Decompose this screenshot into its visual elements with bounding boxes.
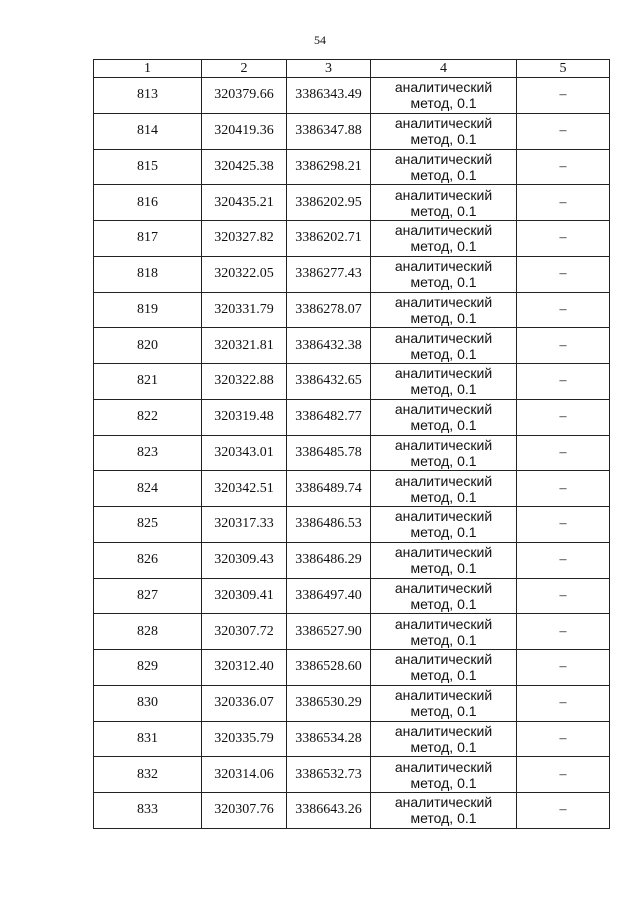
method-cell [371,578,517,614]
method-line-1: аналитический [394,508,493,525]
coordinates-table [93,59,610,829]
note-cell: – [517,793,610,829]
coord-y-cell: 3386482.77 [287,399,371,435]
coord-y-cell: 3386277.43 [287,256,371,292]
point-number-cell: 821 [94,364,202,400]
point-number-cell: 813 [94,78,202,114]
point-number-cell: 824 [94,471,202,507]
method-cell [371,650,517,686]
method-cell [371,507,517,543]
point-number-cell: 815 [94,149,202,185]
note-cell: – [517,435,610,471]
method-line-1: аналитический [394,401,493,418]
method-line-2: метод, 0.1 [410,131,477,148]
method-cell [371,78,517,114]
table-row [94,757,610,793]
coord-x-cell: 320321.81 [202,328,287,364]
point-number-cell: 819 [94,292,202,328]
method-cell [371,149,517,185]
coord-y-cell: 3386432.38 [287,328,371,364]
note-cell: – [517,471,610,507]
point-number-cell: 830 [94,685,202,721]
table-body [94,78,610,829]
note-cell: – [517,364,610,400]
point-number-cell: 825 [94,507,202,543]
coord-x-cell: 320343.01 [202,435,287,471]
point-number-cell: 833 [94,793,202,829]
table-row [94,292,610,328]
coord-y-cell: 3386534.28 [287,721,371,757]
coord-x-cell: 320309.43 [202,542,287,578]
method-cell [371,435,517,471]
table-row [94,256,610,292]
note-cell: – [517,328,610,364]
point-number-cell: 827 [94,578,202,614]
coord-y-cell: 3386298.21 [287,149,371,185]
method-cell [371,399,517,435]
method-cell [371,256,517,292]
coord-y-cell: 3386489.74 [287,471,371,507]
table-row [94,364,610,400]
note-cell: – [517,149,610,185]
method-line-2: метод, 0.1 [410,238,477,255]
coord-y-cell: 3386202.71 [287,221,371,257]
method-cell [371,542,517,578]
method-line-1: аналитический [394,150,493,167]
method-line-1: аналитический [394,436,493,453]
coord-y-cell: 3386532.73 [287,757,371,793]
method-line-2: метод, 0.1 [410,166,477,183]
method-line-2: метод, 0.1 [410,631,477,648]
page-number: 54 [314,33,326,47]
table-row [94,328,610,364]
coord-y-cell: 3386643.26 [287,793,371,829]
point-number-cell: 826 [94,542,202,578]
coord-x-cell: 320307.76 [202,793,287,829]
note-cell: – [517,256,610,292]
method-line-2: метод, 0.1 [410,595,477,612]
method-line-2: метод, 0.1 [410,560,477,577]
table-row [94,221,610,257]
method-line-2: метод, 0.1 [410,810,477,827]
header-row [94,60,610,78]
point-number-cell: 820 [94,328,202,364]
coord-x-cell: 320419.36 [202,113,287,149]
table-row [94,471,610,507]
table-row [94,78,610,114]
method-line-2: метод, 0.1 [410,95,477,112]
method-line-1: аналитический [394,579,493,596]
method-line-2: метод, 0.1 [410,703,477,720]
point-number-cell: 828 [94,614,202,650]
method-line-2: метод, 0.1 [410,202,477,219]
coord-x-cell: 320312.40 [202,650,287,686]
table-header [94,60,610,78]
table-row [94,721,610,757]
coord-y-cell: 3386278.07 [287,292,371,328]
coord-x-cell: 320379.66 [202,78,287,114]
table-row [94,614,610,650]
table-row [94,793,610,829]
header-col-1: 1 [94,60,202,78]
method-line-2: метод, 0.1 [410,738,477,755]
coord-x-cell: 320314.06 [202,757,287,793]
coord-x-cell: 320322.88 [202,364,287,400]
method-line-1: аналитический [394,115,493,132]
coord-y-cell: 3386343.49 [287,78,371,114]
point-number-cell: 822 [94,399,202,435]
point-number-cell: 814 [94,113,202,149]
method-line-2: метод, 0.1 [410,774,477,791]
note-cell: – [517,757,610,793]
point-number-cell: 831 [94,721,202,757]
method-line-1: аналитический [394,222,493,239]
method-line-2: метод, 0.1 [410,417,477,434]
method-line-1: аналитический [394,722,493,739]
method-line-1: аналитический [394,615,493,632]
coord-y-cell: 3386432.65 [287,364,371,400]
method-cell [371,757,517,793]
point-number-cell: 818 [94,256,202,292]
coord-y-cell: 3386485.78 [287,435,371,471]
method-line-2: метод, 0.1 [410,524,477,541]
point-number-cell: 829 [94,650,202,686]
coord-y-cell: 3386528.60 [287,650,371,686]
note-cell: – [517,507,610,543]
method-line-1: аналитический [394,365,493,382]
method-cell [371,185,517,221]
method-line-1: аналитический [394,651,493,668]
table-row [94,185,610,221]
method-line-1: аналитический [394,258,493,275]
table-row [94,435,610,471]
table-row [94,149,610,185]
method-cell [371,614,517,650]
header-col-4: 4 [371,60,517,78]
note-cell: – [517,399,610,435]
method-line-1: аналитический [394,186,493,203]
coord-y-cell: 3386202.95 [287,185,371,221]
coord-x-cell: 320435.21 [202,185,287,221]
table-row [94,685,610,721]
header-col-3: 3 [287,60,371,78]
method-line-1: аналитический [394,758,493,775]
method-line-2: метод, 0.1 [410,309,477,326]
method-cell [371,328,517,364]
method-line-1: аналитический [394,687,493,704]
note-cell: – [517,221,610,257]
method-cell [371,471,517,507]
coord-y-cell: 3386486.53 [287,507,371,543]
method-cell [371,721,517,757]
note-cell: – [517,185,610,221]
method-cell [371,364,517,400]
point-number-cell: 823 [94,435,202,471]
header-col-5: 5 [517,60,610,78]
coord-y-cell: 3386486.29 [287,542,371,578]
coord-x-cell: 320322.05 [202,256,287,292]
method-cell [371,113,517,149]
method-line-1: аналитический [394,794,493,811]
table-row [94,507,610,543]
method-cell [371,292,517,328]
point-number-cell: 816 [94,185,202,221]
method-line-1: аналитический [394,293,493,310]
table-row [94,578,610,614]
note-cell: – [517,614,610,650]
method-line-2: метод, 0.1 [410,488,477,505]
method-cell [371,685,517,721]
coord-x-cell: 320309.41 [202,578,287,614]
method-line-1: аналитический [394,472,493,489]
method-cell [371,793,517,829]
point-number-cell: 817 [94,221,202,257]
method-line-1: аналитический [394,79,493,96]
method-cell [371,221,517,257]
note-cell: – [517,685,610,721]
note-cell: – [517,292,610,328]
point-number-cell: 832 [94,757,202,793]
coord-x-cell: 320327.82 [202,221,287,257]
method-line-1: аналитический [394,329,493,346]
note-cell: – [517,113,610,149]
coord-x-cell: 320307.72 [202,614,287,650]
table-row [94,542,610,578]
coord-y-cell: 3386347.88 [287,113,371,149]
coord-y-cell: 3386497.40 [287,578,371,614]
coord-x-cell: 320319.48 [202,399,287,435]
note-cell: – [517,78,610,114]
coord-x-cell: 320335.79 [202,721,287,757]
coord-y-cell: 3386530.29 [287,685,371,721]
method-line-2: метод, 0.1 [410,345,477,362]
header-col-2: 2 [202,60,287,78]
method-line-2: метод, 0.1 [410,667,477,684]
coord-x-cell: 320425.38 [202,149,287,185]
coord-x-cell: 320331.79 [202,292,287,328]
table-row [94,650,610,686]
method-line-2: метод, 0.1 [410,452,477,469]
note-cell: – [517,721,610,757]
table-row [94,113,610,149]
note-cell: – [517,578,610,614]
note-cell: – [517,650,610,686]
coord-y-cell: 3386527.90 [287,614,371,650]
table-row [94,399,610,435]
coord-x-cell: 320336.07 [202,685,287,721]
note-cell: – [517,542,610,578]
coord-x-cell: 320342.51 [202,471,287,507]
coord-x-cell: 320317.33 [202,507,287,543]
method-line-1: аналитический [394,544,493,561]
method-line-2: метод, 0.1 [410,381,477,398]
method-line-2: метод, 0.1 [410,274,477,291]
